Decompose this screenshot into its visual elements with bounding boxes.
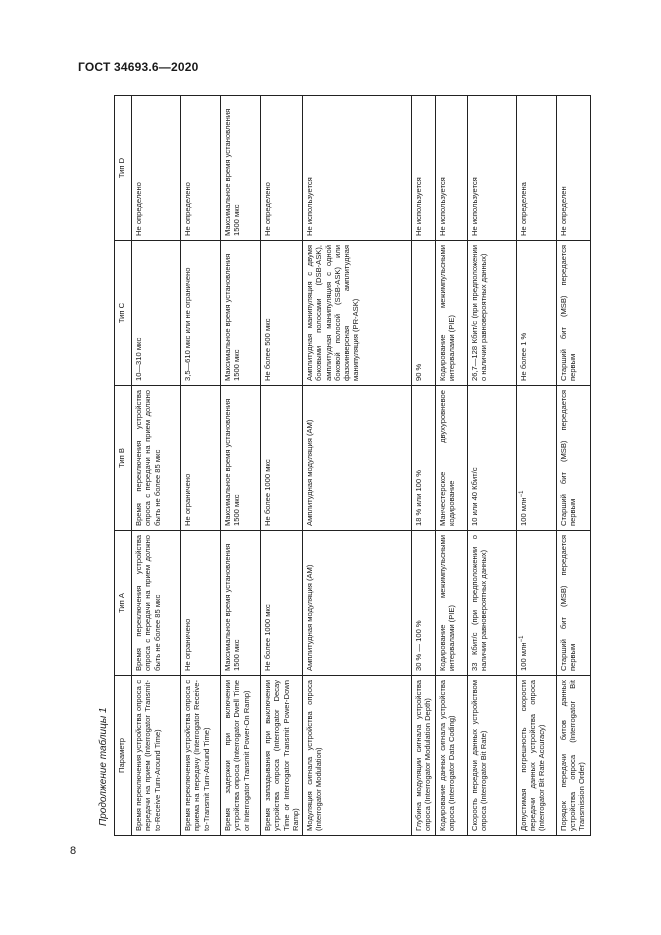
table-row xyxy=(516,96,556,836)
table-row xyxy=(221,96,261,836)
cell-type-a: Амплитудная модуляция (AM) xyxy=(303,531,412,676)
cell-type-d: Не определено xyxy=(261,96,303,241)
cell-type-c: Максимальное время установления 1500 мкс xyxy=(221,241,261,386)
cell-type-d: Не используется xyxy=(467,96,516,241)
cell-type-d: Не используется xyxy=(412,96,436,241)
cell-parameter: Порядок передачи битов данных устройства опроса (Interrogator Bit Transmission Order) xyxy=(556,676,590,836)
table-row xyxy=(303,96,412,836)
exponent: −1 xyxy=(518,635,525,643)
cell-type-a: Старший бит (MSB) передается первым xyxy=(556,531,590,676)
header-parameter: Параметр xyxy=(115,676,132,836)
cell-type-c: 3,5—610 мкс или не ограничено xyxy=(181,241,221,386)
cell-type-d: Не определено xyxy=(132,96,181,241)
document-header: ГОСТ 34693.6—2020 xyxy=(78,60,199,74)
exponent: −1 xyxy=(518,490,525,498)
accuracy-value: 100 млн xyxy=(518,642,528,671)
cell-type-d: Не используется xyxy=(303,96,412,241)
table-header-row xyxy=(115,96,132,836)
cell-type-a: Время переключения устройства опроса с передачи на прием должно быть не более 85 мкс xyxy=(132,531,181,676)
cell-type-d: Не определено xyxy=(181,96,221,241)
cell-type-a: Кодирование межимпульсными интервалами (PIE) xyxy=(435,531,467,676)
page-number: 8 xyxy=(70,845,77,857)
cell-type-c: 90 % xyxy=(412,241,436,386)
cell-parameter: Время запаздывания при выключении устройства опроса (Interrogator Decay Time or Interrogator Transmit Power-Down Ramp) xyxy=(261,676,303,836)
cell-type-c: 26,7—128 Кбит/с (при предположении о наличии равновероятных данных) xyxy=(467,241,516,386)
cell-type-b: 18 % или 100 % xyxy=(412,386,436,531)
cell-type-d: Не определен xyxy=(556,96,590,241)
cell-type-a: Максимальное время установления 1500 мкс xyxy=(221,531,261,676)
cell-type-b: Амплитудная модуляция (AM) xyxy=(303,386,412,531)
cell-type-c: Амплитудная манипуляция с двумя боковыми полосами (DSB-ASK), амплитудная манипуляция с одной боковой полосой (SSB-ASK) или фазоинверсная амплитудная манипуляция (PR-ASK) xyxy=(303,241,412,386)
cell-parameter: Время переключения устройства опроса с приема на передачу (Interrogator Receive-to-Transmit Turn-Around Time) xyxy=(181,676,221,836)
cell-parameter: Время переключения устройства опроса с передачи на прием (Interrogator Transmit-to-Receive Turn-Around Time) xyxy=(132,676,181,836)
specification-table xyxy=(114,95,591,836)
table-row xyxy=(132,96,181,836)
cell-type-c: Не более 500 мкс xyxy=(261,241,303,386)
cell-parameter: Глубина модуляции сигнала устройства опроса (Interrogator Modulation Depth) xyxy=(412,676,436,836)
cell-type-b: Время переключения устройства опроса с передачи на прием должно быть не более 85 мкс xyxy=(132,386,181,531)
cell-type-a: 33 Кбит/с (при предположении о наличии равновероятных данных) xyxy=(467,531,516,676)
header-type-b: Тип B xyxy=(115,386,132,531)
cell-parameter: Скорость передачи данных устройством опроса (Interrogator Bit Rate) xyxy=(467,676,516,836)
cell-type-d: Не используется xyxy=(435,96,467,241)
cell-type-a: Не ограничено xyxy=(181,531,221,676)
table-row xyxy=(181,96,221,836)
header-type-d: Тип D xyxy=(115,96,132,241)
cell-type-d: Не определена xyxy=(516,96,556,241)
accuracy-value: 100 млн xyxy=(518,497,528,526)
cell-parameter: Модуляция сигнала устройства опроса (Interrogator Modulation) xyxy=(303,676,412,836)
cell-parameter: Время задержки при включении устройства опроса (Interrogator Dwell Time or Interrogator Transmit Power-On Ramp) xyxy=(221,676,261,836)
cell-type-a xyxy=(516,531,556,676)
table-row xyxy=(467,96,516,836)
cell-type-b: Не ограничено xyxy=(181,386,221,531)
header-type-c: Тип C xyxy=(115,241,132,386)
cell-type-a: Не более 1000 мкс xyxy=(261,531,303,676)
header-type-a: Тип A xyxy=(115,531,132,676)
cell-type-b: Манчестерское двухуровневое кодирование xyxy=(435,386,467,531)
cell-type-b: Не более 1000 мкс xyxy=(261,386,303,531)
cell-type-c: 10—310 мкс xyxy=(132,241,181,386)
cell-type-b: 10 или 40 Кбит/с xyxy=(467,386,516,531)
cell-type-b xyxy=(516,386,556,531)
continuation-label: Продолжение таблицы 1 xyxy=(98,707,109,826)
cell-type-a: 30 % — 100 % xyxy=(412,531,436,676)
table-row xyxy=(261,96,303,836)
cell-type-d: Максимальное время установления 1500 мкс xyxy=(221,96,261,241)
table-row xyxy=(556,96,590,836)
cell-type-b: Максимальное время установления 1500 мкс xyxy=(221,386,261,531)
cell-type-c: Не более 1 % xyxy=(516,241,556,386)
cell-type-b: Старший бит (MSB) передается первым xyxy=(556,386,590,531)
table-row xyxy=(412,96,436,836)
cell-parameter: Допустимая погрешность скорости передачи данных устройства опроса (Interrogator Bit Rate Accuracy) xyxy=(516,676,556,836)
cell-type-c: Кодирование межимпульсными интервалами (PIE) xyxy=(435,241,467,386)
rotated-table-container xyxy=(98,96,621,836)
table-row xyxy=(435,96,467,836)
cell-type-c: Старший бит (MSB) передается первым xyxy=(556,241,590,386)
cell-parameter: Кодирование данных сигнала устройства опроса (Interrogator Data Coding) xyxy=(435,676,467,836)
